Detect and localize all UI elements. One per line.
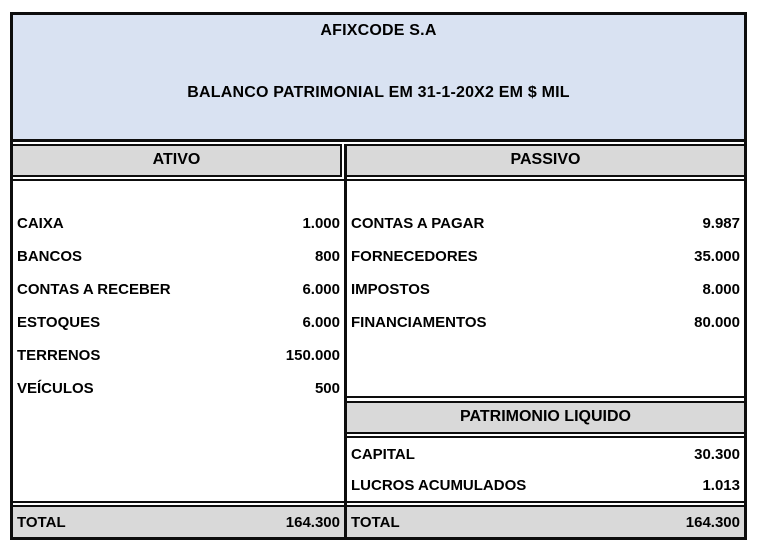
company-name: AFIXCODE S.A	[320, 22, 437, 39]
title-block	[13, 15, 744, 142]
account-row	[13, 273, 344, 306]
account-label: CONTAS A RECEBER	[17, 281, 171, 298]
account-value: 500	[314, 380, 340, 397]
account-label: VEÍCULOS	[17, 380, 94, 397]
account-label: ESTOQUES	[17, 314, 101, 331]
account-value: 8.000	[702, 281, 740, 298]
account-label: TERRENOS	[17, 347, 101, 364]
account-row	[347, 273, 744, 306]
account-value: 30.300	[694, 446, 740, 463]
account-value: 6.000	[302, 281, 340, 298]
account-row	[13, 207, 344, 240]
account-row	[13, 339, 344, 372]
account-label: FORNECEDORES	[351, 248, 478, 265]
account-row	[13, 306, 344, 339]
passivo-total-label: TOTAL	[351, 513, 400, 531]
account-value: 150.000	[285, 347, 340, 364]
account-value: 80.000	[694, 314, 740, 331]
passivo-accounts-list	[347, 179, 744, 398]
account-row	[347, 470, 744, 501]
account-label: IMPOSTOS	[351, 281, 430, 298]
ativo-section-header: ATIVO	[13, 144, 342, 177]
account-value: 35.000	[694, 248, 740, 265]
patrimonio-liquido-section-header: PATRIMONIO LIQUIDO	[347, 401, 744, 434]
account-label: CONTAS A PAGAR	[351, 215, 485, 232]
account-value: 1.013	[702, 477, 740, 494]
account-label: LUCROS ACUMULADOS	[351, 477, 527, 494]
account-row	[347, 240, 744, 273]
ativo-total-row	[13, 505, 344, 537]
account-value: 9.987	[702, 215, 740, 232]
ativo-total-value: 164.300	[285, 513, 340, 531]
ativo-total-label: TOTAL	[17, 513, 66, 531]
account-label: BANCOS	[17, 248, 83, 265]
account-row	[347, 306, 744, 339]
account-label: FINANCIAMENTOS	[351, 314, 487, 331]
passivo-total-value: 164.300	[685, 513, 740, 531]
account-value: 1.000	[302, 215, 340, 232]
account-label: CAIXA	[17, 215, 64, 232]
account-label: CAPITAL	[351, 446, 415, 463]
ativo-accounts-list	[13, 179, 344, 503]
statement-title: BALANCO PATRIMONIAL EM 31-1-20X2 EM $ MIL	[187, 84, 570, 101]
passivo-total-row	[347, 505, 744, 537]
account-row	[347, 207, 744, 240]
passivo-section-header: PASSIVO	[347, 144, 744, 177]
patrimonio-liquido-accounts-list	[347, 436, 744, 503]
balance-sheet-table	[10, 12, 747, 540]
account-value: 6.000	[302, 314, 340, 331]
account-row	[347, 439, 744, 470]
account-value: 800	[314, 248, 340, 265]
account-row	[13, 372, 344, 405]
account-row	[13, 240, 344, 273]
